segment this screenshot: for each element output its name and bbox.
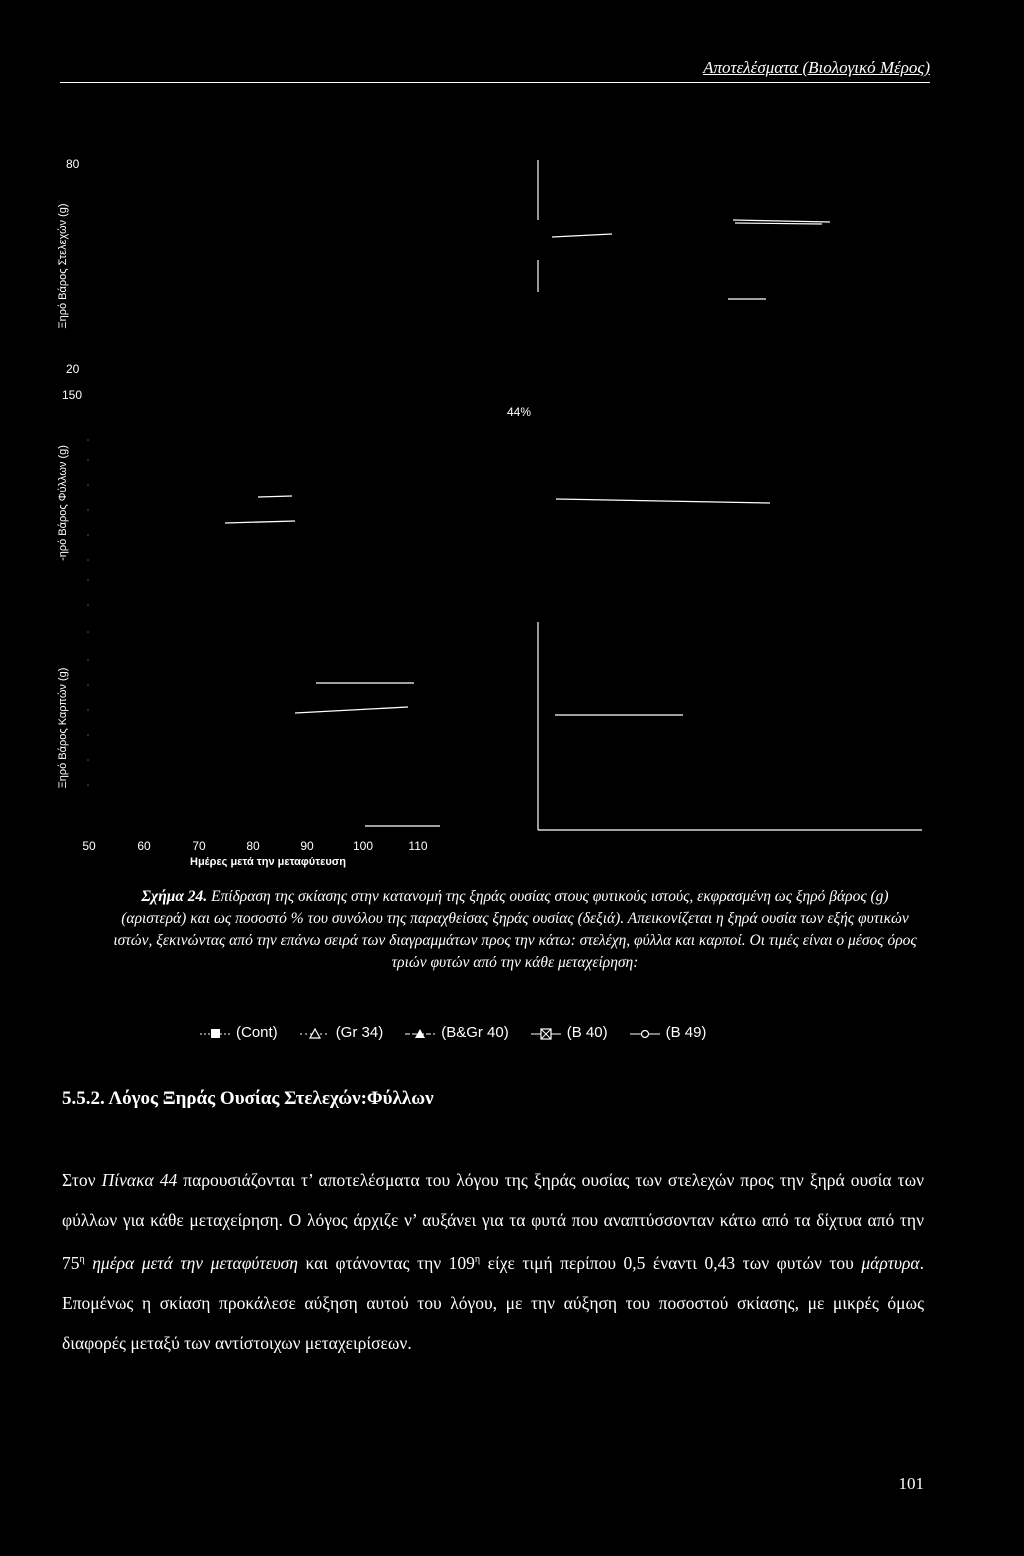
section-heading: 5.5.2. Λόγος Ξηράς Ουσίας Στελεχών:Φύλλων bbox=[62, 1088, 434, 1109]
legend-item-bgr40 bbox=[405, 1024, 509, 1041]
x-axis bbox=[82, 839, 428, 868]
x-tick-80: 80 bbox=[246, 839, 260, 853]
open-triangle-icon bbox=[300, 1026, 330, 1040]
fruit-line-b bbox=[295, 707, 408, 713]
stem-line-a bbox=[552, 234, 612, 237]
figure-svg bbox=[0, 140, 1024, 870]
y-tick-80: 80 bbox=[66, 157, 80, 171]
legend-label-bgr40: (B&Gr 40) bbox=[441, 1024, 509, 1041]
x-tick-60: 60 bbox=[137, 839, 151, 853]
figure-24 bbox=[0, 140, 1024, 870]
running-header bbox=[60, 58, 930, 83]
leaf-line-b bbox=[225, 521, 295, 523]
body-text-3: και φτάνοντας την 109 bbox=[297, 1252, 475, 1273]
legend-label-cont: (Cont) bbox=[236, 1024, 278, 1041]
right-series-lines bbox=[538, 160, 922, 830]
stem-line-b bbox=[733, 220, 830, 222]
body-sup-1: η bbox=[79, 1254, 85, 1265]
filled-triangle-icon bbox=[405, 1026, 435, 1040]
x-tick-70: 70 bbox=[192, 839, 206, 853]
header-title: Αποτελέσματα (Βιολογικό Μέρος) bbox=[703, 58, 930, 77]
crossed-square-icon bbox=[531, 1026, 561, 1040]
filled-square-icon bbox=[200, 1026, 230, 1040]
y-tick-150: 150 bbox=[62, 388, 83, 402]
body-text-5: . Επομένως η σκίαση προκάλεσε αύξηση αυτού του λόγου, με την αύξηση του ποσοστού σκίασης, με μικρές όμως διαφορές μεταξύ των αντίστοιχων μεταχειρίσεων. bbox=[62, 1252, 924, 1353]
legend-label-b49: (B 49) bbox=[665, 1024, 707, 1041]
legend bbox=[200, 1024, 706, 1041]
figure-caption bbox=[110, 886, 920, 974]
x-tick-110: 110 bbox=[408, 839, 428, 853]
x-tick-50: 50 bbox=[82, 839, 96, 853]
percent-annotation: 44% bbox=[507, 405, 532, 419]
open-circle-icon bbox=[630, 1026, 660, 1040]
leaf-panel-label: -ηρό Βάρος Φύλλων (g) bbox=[57, 445, 69, 561]
x-tick-90: 90 bbox=[300, 839, 314, 853]
fruit-panel-label: Ξηρό Βάρος Καρπών (g) bbox=[57, 667, 69, 789]
legend-item-b49 bbox=[630, 1024, 707, 1041]
body-sup-2: η bbox=[474, 1254, 481, 1265]
left-series-lines bbox=[225, 496, 440, 826]
page-number: 101 bbox=[898, 1474, 924, 1493]
body-text-1: Στον bbox=[62, 1170, 102, 1190]
caption-lead: Σχήμα 24. bbox=[141, 888, 208, 905]
body-text-2: παρουσιάζονται τ’ αποτελέσματα του λόγου της ξηράς ουσίας των στελεχών προς την ξηρά ουσία των φύλλων για κάθε μεταχείρηση. Ο λόγος άρχιζε ν’ αυξάνει για τα φυτά που αναπτύσσονταν κάτω από τα δίχτυα από την 75 bbox=[62, 1170, 924, 1273]
body-paragraph bbox=[62, 1160, 924, 1363]
legend-label-gr34: (Gr 34) bbox=[335, 1024, 384, 1041]
body-em-table-ref: Πίνακα 44 bbox=[101, 1170, 178, 1190]
caption-text: Επίδραση της σκίασης στην κατανομή της ξηράς ουσίας στους φυτικούς ιστούς, εκφρασμένη ως ξηρό βάρος (g) (αριστερά) και ως ποσοστό % του συνόλου της παραχθείσας ξηράς ουσίας (δεξιά). Απεικονίζεται η ξηρά ουσία των εξής φυτικών ιστών, ξεκινώντας από την επάνω σειρά των διαγραμμάτων προς την κάτω: στελέχη, φύλλα και καρποί. Οι τιμές είναι ο μέσος όρος τριών φυτών από την κάθε μεταχείρηση: bbox=[113, 888, 917, 971]
legend-item-gr34 bbox=[300, 1024, 384, 1041]
stem-line-c bbox=[735, 223, 822, 224]
x-tick-100: 100 bbox=[352, 839, 374, 853]
x-axis-label: Ημέρες μετά την μεταφύτευση bbox=[190, 856, 346, 868]
y-tick-20: 20 bbox=[66, 362, 80, 376]
legend-label-b40: (B 40) bbox=[566, 1024, 608, 1041]
body-text-4: είχε τιμή περίπου 0,5 έναντι 0,43 των φυτών του bbox=[480, 1252, 862, 1273]
body-em-day: ημέρα μετά την μεταφύτευση bbox=[84, 1252, 298, 1273]
leaf-line-right bbox=[556, 499, 770, 503]
stem-panel-label: Ξηρό Βάρος Στελεχών (g) bbox=[57, 203, 69, 329]
leaf-line-a bbox=[258, 496, 292, 497]
legend-item-b40 bbox=[531, 1024, 608, 1041]
legend-item-cont bbox=[200, 1024, 278, 1041]
body-em-control: μάρτυρα bbox=[861, 1252, 920, 1273]
left-axis-dots bbox=[87, 439, 89, 786]
